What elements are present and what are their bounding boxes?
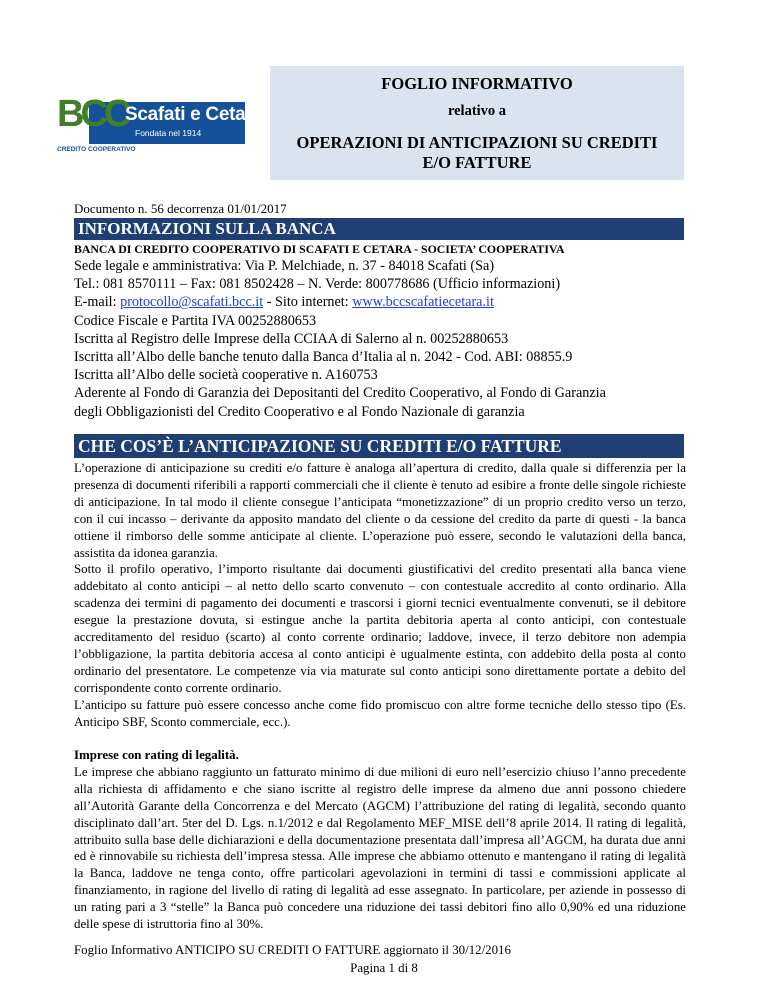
section-title-bank-info: INFORMAZIONI SULLA BANCA [74, 218, 684, 240]
email-link[interactable]: protocollo@scafati.bcc.it [120, 294, 264, 311]
bank-logo [57, 84, 267, 162]
header-main-title [270, 133, 684, 173]
bank-fund-line2: degli Obbligazionisti del Credito Cooperativo e al Fondo Nazionale di garanzia [74, 403, 525, 420]
document-header [270, 66, 684, 180]
document-number: Documento n. 56 decorrenza 01/01/2017 [74, 201, 287, 216]
logo-bank-name: Scafati e Cetara [125, 104, 263, 125]
paragraph-definition: L’operazione di anticipazione su crediti e/o fatture è analoga all’apertura di credito, dalla quale si differenzia per la presenza di documenti riferibili a rapporti commerciali che il cliente è tenuto ad esibire a fronte delle singole richieste di anticipazione. In tal modo il cliente consegue l’anticipata “monetizzazione” di un proprio credito verso un terzo, con il cui incasso – derivante da apposito mandato del cliente o da cessione del credito da parte di questi - la banca ottiene il rimborso delle somme anticipate al cliente. L’operazione può essere, secondo le valutazioni della banca, assistita da idonea garanzia. [74, 461, 686, 560]
section-body [74, 460, 686, 731]
header-subtitle: relativo a [447, 103, 507, 119]
bank-contacts: Tel.: 081 8570111 – Fax: 081 8502428 – N. Verde: 800778686 (Ufficio informazioni) [74, 276, 561, 293]
bank-registry: Iscritta al Registro delle Imprese della CCIAA di Salerno al n. 00252880653 [74, 330, 509, 347]
bank-albo: Iscritta all’Albo delle banche tenuto dalla Banca d’Italia al n. 2042 - Cod. ABI: 08855.9 [74, 349, 573, 366]
logo-founded: Fondata nel 1914 [135, 128, 202, 138]
logo-bcc-mark: BCC [57, 93, 128, 135]
website-link[interactable]: www.bccscafatiecetara.it [352, 294, 494, 311]
bank-sede: Sede legale e amministrativa: Via P. Melchiade, n. 37 - 84018 Scafati (Sa) [74, 258, 495, 274]
legality-rating-block [74, 747, 686, 933]
paragraph-promiscuous: L’anticipo su fatture può essere concesso anche come fido promiscuo con altre forme tecniche dello stesso tipo (Es. Anticipo SBF, Sconto commerciale, ecc.). [74, 697, 686, 729]
web-label: - Sito internet: [263, 294, 353, 311]
bank-info-block [74, 257, 606, 421]
email-label: E-mail: [74, 294, 121, 311]
bank-legal-name: BANCA DI CREDITO COOPERATIVO DI SCAFATI E CETARA - SOCIETA’ COOPERATIVA [74, 242, 565, 256]
legality-rating-title: Imprese con rating di legalità. [74, 748, 239, 762]
header-title: FOGLIO INFORMATIVO [381, 74, 573, 93]
footer-text: Foglio Informativo ANTICIPO SU CREDITI O FATTURE aggiornato il 30/12/2016 [74, 943, 511, 957]
page-number: Pagina 1 di 8 [350, 961, 418, 975]
bank-coop: Iscritta all’Albo delle società cooperative n. A160753 [74, 367, 378, 384]
paragraph-operational: Sotto il profilo operativo, l’importo risultante dai documenti giustificativi del credito presentati alla banca viene addebitato al conto anticipi – al netto dello scarto convenuto – con contestuale accredito al conto ordinario. Alla scadenza dei termini di pagamento dei documenti e trascorsi i giorni tecnici eventualmente convenuti, se il debitore esegue la prestazione dovuta, si estingue anche la partita debitoria aperta al conto anticipi, con contestuale accreditamento del residuo (scarto) al conto corrente ordinario; laddove, invece, il terzo debitore non adempia l’obbligazione, la partita debitoria accesa al conto anticipi è ugualmente estinta, con addebito della posta al conto ordinario del presentatore. Le competenze via via maturate sul conto anticipi sono direttamente portate a debito del corrispondente conto corrente ordinario. [74, 562, 686, 695]
bank-email-web [74, 293, 606, 311]
section-title-what-is: CHE COS’È L’ANTICIPAZIONE SU CREDITI E/O FATTURE [74, 434, 684, 458]
header-main-line2: E/O FATTURE [422, 153, 532, 172]
bank-fund-line1: Aderente al Fondo di Garanzia dei Depositanti del Credito Cooperativo, al Fondo di Garanzia [74, 385, 606, 402]
logo-tagline: CREDITO COOPERATIVO [57, 146, 136, 153]
bank-tax-code: Codice Fiscale e Partita IVA 00252880653 [74, 312, 317, 329]
legality-rating-text: Le imprese che abbiano raggiunto un fatturato minimo di due milioni di euro nell’esercizio chiuso l’anno precedente alla richiesta di affidamento e che siano iscritte al registro delle imprese da almeno due anni possono chiedere all’Autorità Garante della Concorrenza e del Mercato (AGCM) l’attribuzione del rating di legalità, secondo quanto disciplinato dall’art. 5ter del D. Lgs. n.1/2012 e dal Regolamento MEF_MISE dell’8 aprile 2014. Il rating di legalità, attribuito sulla base delle dichiarazioni e della documentazione presentata dall’impresa all’AGCM, ha durata due anni ed è rinnovabile su richiesta dell’impresa stessa. Alle imprese che abbiamo ottenuto e mantengano il rating di legalità la Banca, laddove ne tenga conto, offre particolari agevolazioni in termini di tassi e commissioni applicate al finanziamento, in ragione del livello di rating di legalità ad esse assegnato. In particolare, per aziende in possesso di un rating pari a 3 “stelle” la Banca può concedere una riduzione dei tassi debitori fino allo 0,90% ed una riduzione delle spese di istruttoria fino al 30%. [74, 764, 686, 932]
header-main-line1: OPERAZIONI DI ANTICIPAZIONI SU CREDITI [296, 133, 658, 152]
